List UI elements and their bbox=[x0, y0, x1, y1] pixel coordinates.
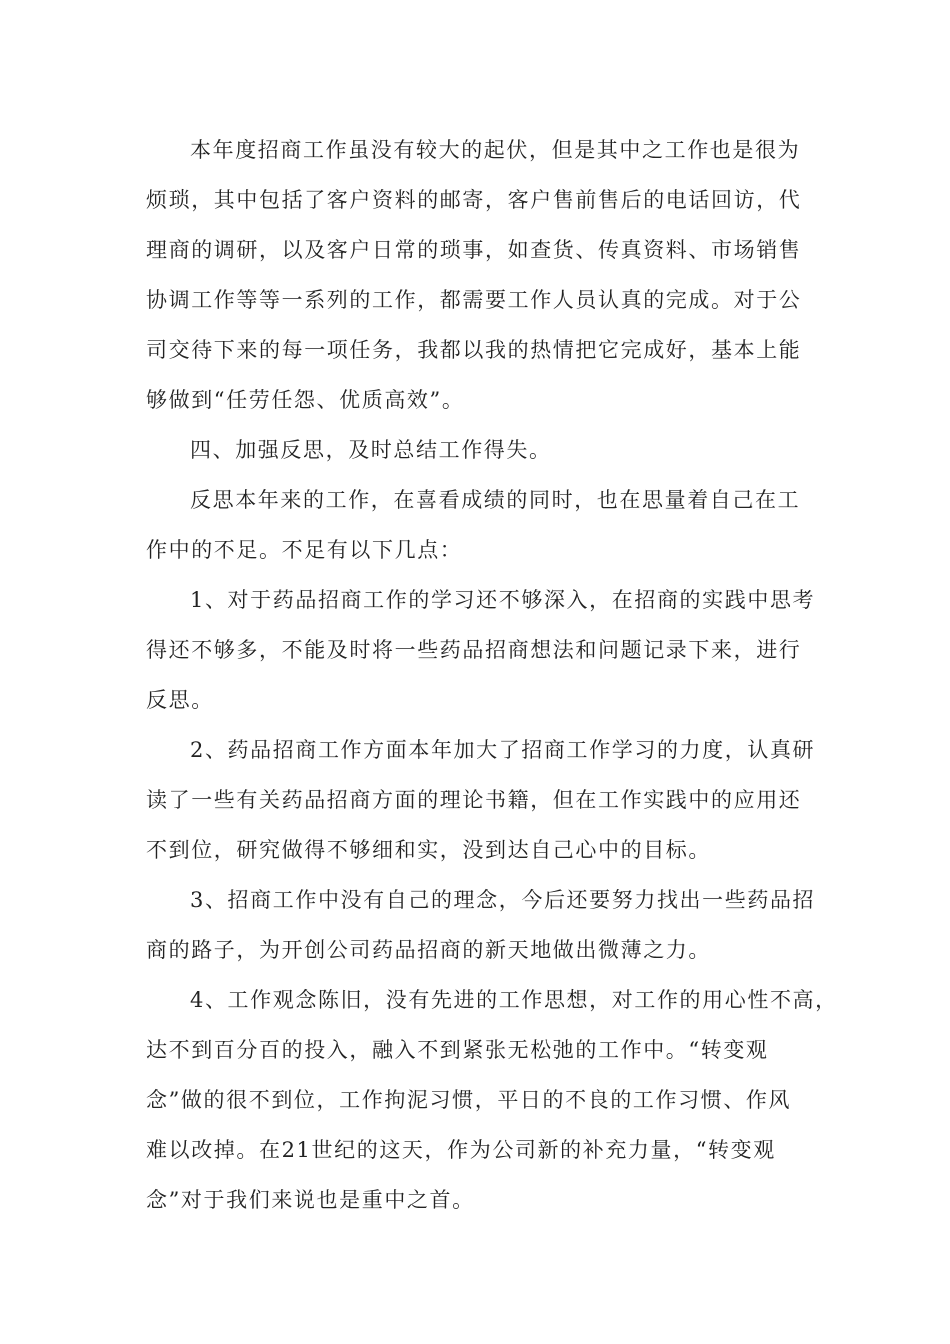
list-item-3-line: 商的路子，为开创公司药品招商的新天地做出微薄之力。 bbox=[146, 938, 711, 962]
list-item-1-line: 1、对于药品招商工作的学习还不够深入，在招商的实践中思考 bbox=[190, 588, 816, 612]
text-line: 反思本年来的工作，在喜看成绩的同时，也在思量着自己在工 bbox=[190, 488, 801, 512]
list-item-4-line: 达不到百分百的投入，融入不到紧张无松弛的工作中。“转变观 bbox=[146, 1038, 769, 1062]
section-heading: 四、加强反思，及时总结工作得失。 bbox=[190, 438, 552, 462]
text-line: 协调工作等等一系列的工作，都需要工作人员认真的完成。对于公 bbox=[146, 288, 802, 312]
list-item-1-line: 得还不够多，不能及时将一些药品招商想法和问题记录下来，进行 bbox=[146, 638, 802, 662]
text-line: 理商的调研，以及客户日常的琐事，如查货、传真资料、市场销售 bbox=[146, 238, 802, 262]
list-item-4-line: 4、工作观念陈旧，没有先进的工作思想，对工作的用心性不高， bbox=[190, 988, 838, 1012]
list-item-1-line: 反思。 bbox=[146, 688, 214, 712]
list-item-2-line: 读了一些有关药品招商方面的理论书籍，但在工作实践中的应用还 bbox=[146, 788, 802, 812]
text-line: 够做到“任劳任怨、优质高效”。 bbox=[146, 388, 465, 412]
list-item-2-line: 2、药品招商工作方面本年加大了招商工作学习的力度，认真研 bbox=[190, 738, 816, 762]
text-line: 烦琐，其中包括了客户资料的邮寄，客户售前售后的电话回访，代 bbox=[146, 188, 802, 212]
text-line: 作中的不足。不足有以下几点： bbox=[146, 538, 463, 562]
text-line: 司交待下来的每一项任务，我都以我的热情把它完成好，基本上能 bbox=[146, 338, 802, 362]
list-item-4-line: 难以改掉。在21世纪的这天，作为公司新的补充力量，“转变观 bbox=[146, 1138, 776, 1162]
list-item-3-line: 3、招商工作中没有自己的理念，今后还要努力找出一些药品招 bbox=[190, 888, 816, 912]
list-item-4-line: 念”对于我们来说也是重中之首。 bbox=[146, 1188, 475, 1212]
list-item-2-line: 不到位，研究做得不够细和实，没到达自己心中的目标。 bbox=[146, 838, 711, 862]
list-item-4-line: 念”做的很不到位，工作拘泥习惯，平日的不良的工作习惯、作风 bbox=[146, 1088, 792, 1112]
text-line: 本年度招商工作虽没有较大的起伏，但是其中之工作也是很为 bbox=[190, 138, 801, 162]
